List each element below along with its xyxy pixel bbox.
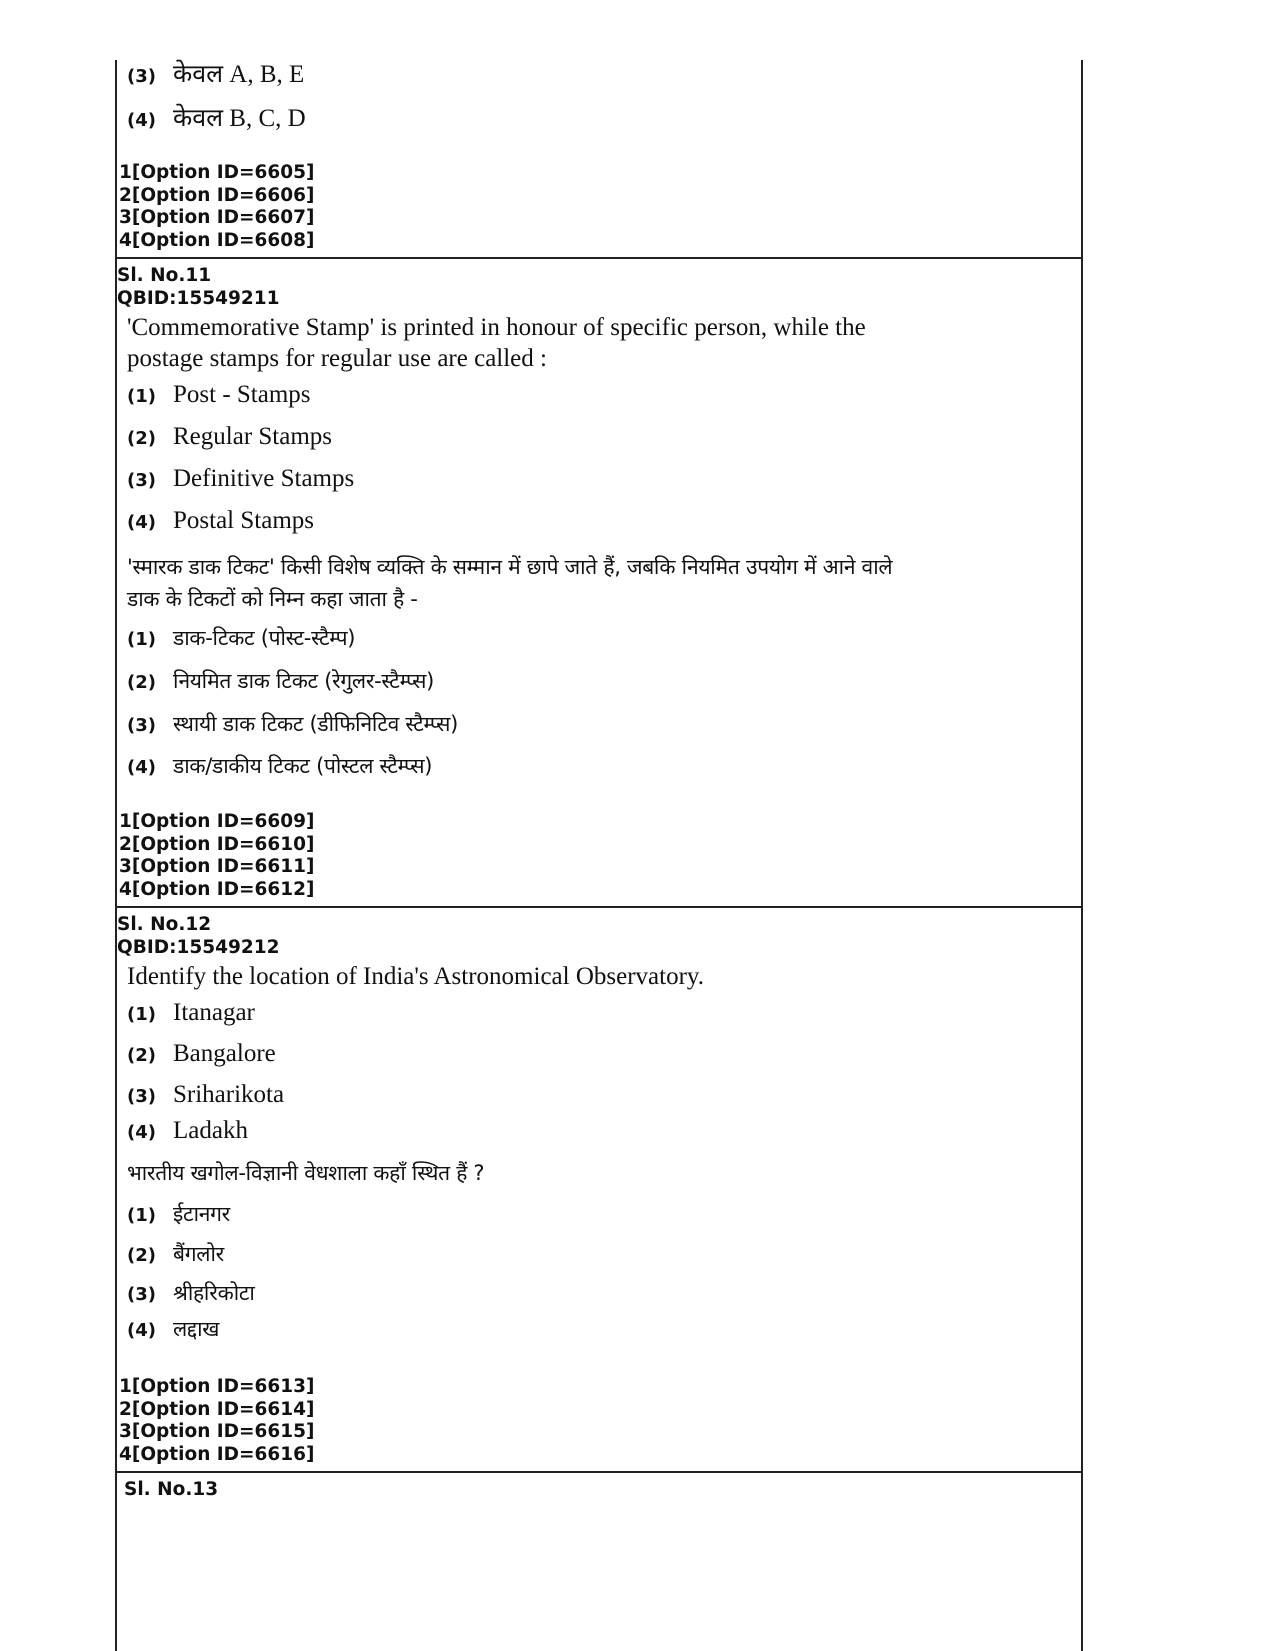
question-13 [117, 1478, 1081, 1501]
option-id: 1[Option ID=6609] [119, 811, 315, 832]
option-en-3 [124, 1081, 284, 1109]
qbid: QBID:15549212 [117, 937, 280, 958]
option-number: (1) [127, 386, 156, 407]
option-en-1 [124, 999, 255, 1027]
option-en-3 [124, 465, 354, 493]
option-text: डाक/डाकीय टिकट (पोस्टल स्टैम्प्स) [173, 754, 433, 778]
option-number: (3) [127, 66, 156, 87]
option-en-2 [124, 423, 332, 451]
option-en-2 [124, 1040, 276, 1068]
option-text: ईटानगर [173, 1202, 230, 1226]
option-id: 2[Option ID=6606] [119, 184, 315, 206]
option-hi-4 [124, 1315, 219, 1343]
option-text: Post - Stamps [173, 381, 311, 408]
section-divider [117, 906, 1081, 908]
option-number: (1) [127, 1004, 156, 1025]
option-number: (2) [127, 428, 156, 449]
option-text: नियमित डाक टिकट (रेगुलर-स्टैम्प्स) [173, 669, 435, 693]
option-number: (1) [127, 1205, 156, 1226]
option-text: डाक-टिकट (पोस्ट-स्टैम्प) [173, 626, 356, 650]
question-line: 'Commemorative Stamp' is printed in honour of specific person, while the [127, 314, 866, 341]
option-text: Postal Stamps [173, 507, 314, 534]
option-id: 1[Option ID=6613] [119, 1376, 315, 1397]
option-id-list [117, 162, 315, 252]
question-line: डाक के टिकटों को निम्न कहा जाता है - [127, 587, 418, 611]
option-number: (4) [127, 512, 156, 533]
option-id: 1[Option ID=6605] [119, 162, 315, 183]
option-text: केवल B, C, D [173, 105, 306, 132]
option-number: (3) [127, 470, 156, 491]
option-text: Sriharikota [173, 1081, 285, 1108]
section-divider [117, 257, 1081, 259]
serial-number: Sl. No.12 [117, 914, 212, 935]
option-number: (3) [127, 715, 156, 736]
option-text: Definitive Stamps [173, 465, 355, 492]
option-hi-4 [124, 752, 432, 780]
question-text-hi [124, 551, 1074, 615]
option-en-1 [124, 381, 311, 409]
question-line: Identify the location of India's Astronomical Observatory. [127, 963, 705, 990]
option-id-list [117, 1376, 315, 1466]
section-divider [117, 1471, 1081, 1473]
option-id: 4[Option ID=6616] [119, 1443, 315, 1465]
question-paper-sheet [115, 60, 1083, 1651]
option-text: केवल A, B, E [173, 61, 305, 88]
option-hi-2 [124, 667, 434, 695]
option-id: 4[Option ID=6612] [119, 878, 315, 900]
option-en-4 [124, 1117, 248, 1145]
question-line: 'स्मारक डाक टिकट' किसी विशेष व्यक्ति के सम्मान में छापे जाते हैं, जबकि नियमित उपयोग में आने वाले [127, 555, 893, 579]
option-number: (2) [127, 672, 156, 693]
option-text: श्रीहरिकोटा [173, 1281, 255, 1305]
option-text: लद्दाख [173, 1317, 220, 1341]
option-id-list [117, 811, 315, 901]
option-number: (4) [127, 757, 156, 778]
option-id: 2[Option ID=6614] [119, 1398, 315, 1420]
option-number: (1) [127, 629, 156, 650]
question-line: postage stamps for regular use are called : [127, 345, 547, 372]
question-text-en [124, 312, 1064, 374]
option-id: 2[Option ID=6610] [119, 833, 315, 855]
option-text: Itanagar [173, 999, 255, 1026]
option-text: Bangalore [173, 1040, 276, 1067]
option-number: (2) [127, 1245, 156, 1266]
question-text-en [124, 961, 1064, 992]
option-hi-1 [124, 624, 355, 652]
option-number: (3) [127, 1284, 156, 1305]
option-hi-3 [124, 710, 458, 738]
question-line: भारतीय खगोल-विज्ञानी वेधशाला कहाँ स्थित हैं ? [127, 1161, 485, 1185]
serial-number: Sl. No.13 [124, 1479, 219, 1500]
option-number: (4) [127, 1320, 156, 1341]
qbid: QBID:15549211 [117, 288, 280, 309]
option-4 [124, 100, 306, 134]
option-hi-2 [124, 1240, 224, 1268]
option-hi-3 [124, 1279, 255, 1307]
option-number: (3) [127, 1086, 156, 1107]
option-3 [124, 56, 304, 90]
option-id: 4[Option ID=6608] [119, 229, 315, 251]
option-id: 3[Option ID=6611] [119, 856, 315, 877]
serial-number: Sl. No.11 [117, 265, 212, 286]
option-id: 3[Option ID=6615] [119, 1421, 315, 1442]
option-id: 3[Option ID=6607] [119, 207, 315, 228]
option-text: स्थायी डाक टिकट (डीफिनिटिव स्टैम्प्स) [173, 712, 458, 736]
option-number: (4) [127, 1122, 156, 1143]
option-text: Regular Stamps [173, 423, 333, 450]
option-number: (2) [127, 1045, 156, 1066]
option-text: Ladakh [173, 1117, 248, 1144]
option-number: (4) [127, 110, 156, 131]
option-text: बैंगलोर [173, 1242, 224, 1266]
question-text-hi [124, 1157, 1064, 1189]
option-hi-1 [124, 1200, 230, 1228]
option-en-4 [124, 507, 314, 535]
